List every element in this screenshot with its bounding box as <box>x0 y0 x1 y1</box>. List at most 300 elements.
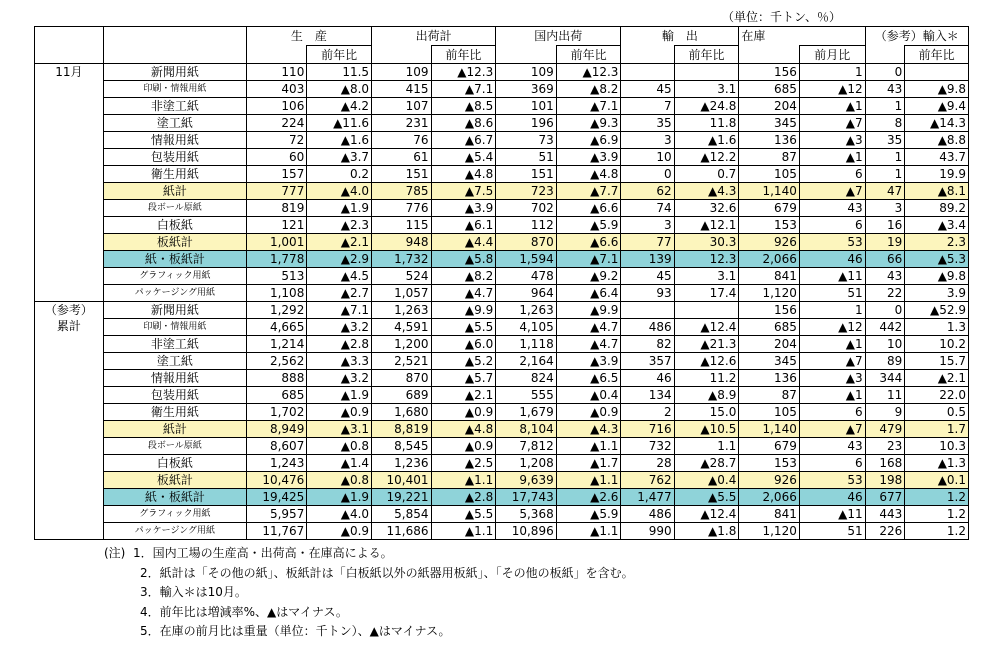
table-cell: ▲2.8 <box>307 336 372 353</box>
table-row <box>35 404 969 421</box>
table-cell: ▲12.3 <box>431 64 496 81</box>
table-cell: ▲6.4 <box>556 285 621 302</box>
table-cell: 9 <box>865 404 905 421</box>
header-blank-item <box>103 27 246 46</box>
table-cell: 89.2 <box>905 200 969 217</box>
table-cell: 22.0 <box>905 387 969 404</box>
table-cell: ▲21.3 <box>674 336 739 353</box>
table-cell: 870 <box>496 234 557 251</box>
paper-statistics-table <box>34 26 969 540</box>
table-cell: 136 <box>739 132 800 149</box>
header-inventory-mom: 前月比 <box>799 46 865 64</box>
table-cell: ▲1.8 <box>674 523 739 540</box>
table-cell: 819 <box>246 200 307 217</box>
table-cell: 23 <box>865 438 905 455</box>
table-row <box>35 251 969 268</box>
table-cell: ▲9.8 <box>905 268 969 285</box>
table-cell: 30.3 <box>674 234 739 251</box>
table-cell: ▲3.4 <box>905 217 969 234</box>
table-cell: 43 <box>799 200 865 217</box>
table-cell: ▲3 <box>799 370 865 387</box>
row-label: 段ボール原紙 <box>103 438 246 455</box>
table-cell: ▲11.6 <box>307 115 372 132</box>
row-label: 段ボール原紙 <box>103 200 246 217</box>
table-cell <box>674 302 739 319</box>
table-cell: ▲4.7 <box>431 285 496 302</box>
note-line: 3．輸入＊は10月。 <box>104 585 247 599</box>
table-cell: ▲2.9 <box>307 251 372 268</box>
table-cell: 19,425 <box>246 489 307 506</box>
table-cell: 109 <box>372 64 431 81</box>
table-row <box>35 200 969 217</box>
table-cell: 66 <box>865 251 905 268</box>
note-line: 2．紙計は「その他の紙」、板紙計は「白板紙以外の紙器用板紙」、「その他の板紙」を含む。 <box>104 565 634 580</box>
row-label: 紙計 <box>103 183 246 200</box>
table-cell: 776 <box>372 200 431 217</box>
table-cell: 12.3 <box>674 251 739 268</box>
table-cell: ▲5.7 <box>431 370 496 387</box>
row-label: 紙・板紙計 <box>103 251 246 268</box>
table-cell: 0.5 <box>905 404 969 421</box>
table-cell: ▲10.5 <box>674 421 739 438</box>
table-cell: 1.1 <box>674 438 739 455</box>
table-cell: ▲4.3 <box>674 183 739 200</box>
table-cell: 841 <box>739 506 800 523</box>
table-row <box>35 302 969 319</box>
table-cell: ▲5.4 <box>431 149 496 166</box>
row-label: 紙計 <box>103 421 246 438</box>
table-cell: ▲6.5 <box>556 370 621 387</box>
table-cell: ▲6.7 <box>431 132 496 149</box>
note-line: 5．在庫の前月比は重量（単位：千トン）、▲はマイナス。 <box>104 624 451 638</box>
table-cell: 679 <box>739 438 800 455</box>
table-cell: 1,118 <box>496 336 557 353</box>
table-cell: ▲5.9 <box>556 217 621 234</box>
table-cell: 5,957 <box>246 506 307 523</box>
table-cell: 1,001 <box>246 234 307 251</box>
period-label-line: 累計 <box>56 319 81 333</box>
row-label: 衛生用紙 <box>103 166 246 183</box>
table-cell: 443 <box>865 506 905 523</box>
table-cell: 224 <box>246 115 307 132</box>
table-cell: 6 <box>799 166 865 183</box>
table-cell: ▲6.6 <box>556 234 621 251</box>
table-cell: ▲1 <box>799 336 865 353</box>
table-row <box>35 217 969 234</box>
header-production-yoy: 前年比 <box>307 46 372 64</box>
header-shipments-yoy: 前年比 <box>431 46 496 64</box>
table-cell: 1,732 <box>372 251 431 268</box>
table-row <box>35 421 969 438</box>
table-cell: ▲7 <box>799 421 865 438</box>
table-cell: 17,743 <box>496 489 557 506</box>
table-cell: ▲8.5 <box>431 98 496 115</box>
table-cell: ▲2.3 <box>307 217 372 234</box>
table-cell: 8,607 <box>246 438 307 455</box>
table-cell: ▲11 <box>799 506 865 523</box>
notes <box>104 544 634 642</box>
header-blank <box>621 46 674 64</box>
table-cell: 46 <box>621 370 674 387</box>
table-cell: 1,108 <box>246 285 307 302</box>
table-cell: 369 <box>496 81 557 98</box>
row-label: 情報用紙 <box>103 132 246 149</box>
table-cell: ▲14.3 <box>905 115 969 132</box>
table-cell: 1,477 <box>621 489 674 506</box>
table-cell: ▲3.2 <box>307 319 372 336</box>
table-cell: ▲1.6 <box>674 132 739 149</box>
period-label <box>35 302 104 540</box>
table-cell: 2,521 <box>372 353 431 370</box>
table-cell: 74 <box>621 200 674 217</box>
table-row <box>35 234 969 251</box>
table-row <box>35 353 969 370</box>
table-cell: ▲3.9 <box>556 149 621 166</box>
table-cell: 45 <box>621 81 674 98</box>
table-cell: 948 <box>372 234 431 251</box>
table-cell: 6 <box>799 404 865 421</box>
table-cell: 77 <box>621 234 674 251</box>
table-cell: 10,401 <box>372 472 431 489</box>
table-cell: 478 <box>496 268 557 285</box>
row-label: 印刷・情報用紙 <box>103 319 246 336</box>
table-cell: ▲0.9 <box>307 404 372 421</box>
row-label: グラフィック用紙 <box>103 268 246 285</box>
table-cell: ▲1.4 <box>307 455 372 472</box>
table-cell: ▲4.8 <box>431 421 496 438</box>
table-cell: ▲4.8 <box>556 166 621 183</box>
header-blank <box>496 46 557 64</box>
table-cell <box>621 302 674 319</box>
table-cell: 1,594 <box>496 251 557 268</box>
table-cell: 10.2 <box>905 336 969 353</box>
table-cell: 345 <box>739 353 800 370</box>
table-cell: 87 <box>739 387 800 404</box>
table-cell: ▲0.9 <box>307 523 372 540</box>
table-cell: 3.9 <box>905 285 969 302</box>
table-cell: 1,057 <box>372 285 431 302</box>
table-cell: ▲4.8 <box>431 166 496 183</box>
row-label: 包装用紙 <box>103 387 246 404</box>
table-cell: 8,545 <box>372 438 431 455</box>
table-cell: 2.3 <box>905 234 969 251</box>
table-cell: ▲1.7 <box>556 455 621 472</box>
table-cell: 513 <box>246 268 307 285</box>
table-cell: ▲0.8 <box>307 438 372 455</box>
table-cell: 1 <box>865 98 905 115</box>
table-cell: ▲5.5 <box>431 506 496 523</box>
table-cell: ▲1.1 <box>556 438 621 455</box>
table-cell: 415 <box>372 81 431 98</box>
table-cell: ▲3.3 <box>307 353 372 370</box>
table-cell: 1,214 <box>246 336 307 353</box>
table-cell <box>621 64 674 81</box>
table-cell: 486 <box>621 506 674 523</box>
table-cell: ▲0.4 <box>556 387 621 404</box>
header-blank-period <box>35 27 104 46</box>
row-label: 塗工紙 <box>103 353 246 370</box>
table-cell <box>674 64 739 81</box>
table-cell: ▲4.5 <box>307 268 372 285</box>
table-cell: 2,066 <box>739 251 800 268</box>
table-cell: 870 <box>372 370 431 387</box>
table-cell: 926 <box>739 472 800 489</box>
table-cell: 157 <box>246 166 307 183</box>
table-cell: ▲5.3 <box>905 251 969 268</box>
table-cell: 3 <box>865 200 905 217</box>
table-cell: ▲3.2 <box>307 370 372 387</box>
table-cell: 1,702 <box>246 404 307 421</box>
row-label: 白板紙 <box>103 217 246 234</box>
table-cell: 51 <box>799 285 865 302</box>
header-exports-yoy: 前年比 <box>674 46 739 64</box>
row-label: 白板紙 <box>103 455 246 472</box>
table-cell: ▲12 <box>799 319 865 336</box>
row-label: 非塗工紙 <box>103 336 246 353</box>
table-cell: 2,164 <box>496 353 557 370</box>
row-label: パッケージング用紙 <box>103 285 246 302</box>
header-domestic-yoy: 前年比 <box>556 46 621 64</box>
table-cell: ▲4.4 <box>431 234 496 251</box>
table-cell: ▲24.8 <box>674 98 739 115</box>
table-cell: 101 <box>496 98 557 115</box>
table-cell: 17.4 <box>674 285 739 302</box>
table-row <box>35 183 969 200</box>
table-cell: 105 <box>739 404 800 421</box>
table-cell: ▲12.6 <box>674 353 739 370</box>
table-cell: 156 <box>739 64 800 81</box>
table-cell: ▲12.4 <box>674 506 739 523</box>
table-cell: ▲9.3 <box>556 115 621 132</box>
table-cell: 1,236 <box>372 455 431 472</box>
header-shipments: 出荷計 <box>372 27 496 46</box>
header-blank <box>372 46 431 64</box>
table-cell: ▲0.8 <box>307 472 372 489</box>
row-label: グラフィック用紙 <box>103 506 246 523</box>
row-label: 非塗工紙 <box>103 98 246 115</box>
table-cell: 685 <box>739 81 800 98</box>
table-cell: 2,562 <box>246 353 307 370</box>
header-imports-yoy: 前年比 <box>905 46 969 64</box>
table-cell: ▲8.2 <box>431 268 496 285</box>
row-label: 塗工紙 <box>103 115 246 132</box>
table-cell: 0.7 <box>674 166 739 183</box>
table-cell: 151 <box>496 166 557 183</box>
table-cell: ▲3.7 <box>307 149 372 166</box>
table-cell: 11,686 <box>372 523 431 540</box>
row-label: 新聞用紙 <box>103 64 246 81</box>
row-label: 情報用紙 <box>103 370 246 387</box>
table-cell: 1.7 <box>905 421 969 438</box>
table-row <box>35 132 969 149</box>
header-blank-item-2 <box>103 46 246 64</box>
table-cell: ▲6.6 <box>556 200 621 217</box>
table-cell: 1,140 <box>739 183 800 200</box>
table-cell: ▲4.7 <box>556 336 621 353</box>
table-cell: 345 <box>739 115 800 132</box>
table-cell: 43.7 <box>905 149 969 166</box>
row-label: 衛生用紙 <box>103 404 246 421</box>
period-label-line: 11月 <box>55 65 83 79</box>
table-cell: ▲7 <box>799 353 865 370</box>
table-cell: 8 <box>865 115 905 132</box>
table-cell: ▲7.1 <box>556 98 621 115</box>
table-cell: 168 <box>865 455 905 472</box>
table-row <box>35 268 969 285</box>
table-cell: 777 <box>246 183 307 200</box>
table-cell: 11,767 <box>246 523 307 540</box>
table-cell: 403 <box>246 81 307 98</box>
table-cell: ▲7.1 <box>431 81 496 98</box>
table-cell: 43 <box>799 438 865 455</box>
table-row <box>35 81 969 98</box>
table-cell: ▲9.4 <box>905 98 969 115</box>
table-cell: 136 <box>739 370 800 387</box>
table-row <box>35 166 969 183</box>
note-line: (注) 1．国内工場の生産高・出荷高・在庫高による。 <box>104 546 393 560</box>
period-label-line: （参考） <box>44 303 93 317</box>
table-cell: 60 <box>246 149 307 166</box>
table-cell: 87 <box>739 149 800 166</box>
table-cell: ▲3.9 <box>556 353 621 370</box>
table-cell: ▲0.4 <box>674 472 739 489</box>
table-cell: 1,292 <box>246 302 307 319</box>
header-row-2 <box>35 46 969 64</box>
table-cell: 716 <box>621 421 674 438</box>
table-row <box>35 319 969 336</box>
table-cell: 785 <box>372 183 431 200</box>
table-cell: 109 <box>496 64 557 81</box>
table-cell: 11.2 <box>674 370 739 387</box>
table-cell: 6 <box>799 217 865 234</box>
table-cell: 11.5 <box>307 64 372 81</box>
table-cell: 685 <box>739 319 800 336</box>
table-cell: 1,140 <box>739 421 800 438</box>
table-cell: 226 <box>865 523 905 540</box>
table-cell: 1 <box>865 149 905 166</box>
table-cell: 677 <box>865 489 905 506</box>
table-cell: 106 <box>246 98 307 115</box>
row-label: 紙・板紙計 <box>103 489 246 506</box>
table-cell: 107 <box>372 98 431 115</box>
table-cell: ▲12 <box>799 81 865 98</box>
table-cell: ▲1 <box>799 98 865 115</box>
table-cell: 35 <box>621 115 674 132</box>
table-cell: 3 <box>621 217 674 234</box>
table-cell: ▲4.3 <box>556 421 621 438</box>
table-cell: 1 <box>799 302 865 319</box>
table-cell: 89 <box>865 353 905 370</box>
table-cell: 4,105 <box>496 319 557 336</box>
table-cell: 82 <box>621 336 674 353</box>
table-cell: 0.2 <box>307 166 372 183</box>
table-cell: 841 <box>739 268 800 285</box>
table-cell: 204 <box>739 336 800 353</box>
table-cell: ▲9.9 <box>431 302 496 319</box>
table-cell: 61 <box>372 149 431 166</box>
table-cell: 3.1 <box>674 268 739 285</box>
table-cell: ▲52.9 <box>905 302 969 319</box>
table-cell: 8,949 <box>246 421 307 438</box>
table-row <box>35 506 969 523</box>
table-cell: ▲5.8 <box>431 251 496 268</box>
note-line: 4．前年比は増減率%、▲はマイナス。 <box>104 604 348 619</box>
header-exports: 輸 出 <box>621 27 739 46</box>
period-label <box>35 64 104 302</box>
table-cell: ▲3 <box>799 132 865 149</box>
table-cell: ▲8.6 <box>431 115 496 132</box>
table-cell <box>905 64 969 81</box>
table-cell: 32.6 <box>674 200 739 217</box>
table-cell: ▲9.8 <box>905 81 969 98</box>
table-cell: 16 <box>865 217 905 234</box>
table-cell: 702 <box>496 200 557 217</box>
table-cell: 72 <box>246 132 307 149</box>
table-cell: 2,066 <box>739 489 800 506</box>
table-cell: 53 <box>799 472 865 489</box>
table-cell: 5,368 <box>496 506 557 523</box>
table-cell: ▲0.9 <box>556 404 621 421</box>
table-cell: ▲1.9 <box>307 489 372 506</box>
table-cell: 28 <box>621 455 674 472</box>
row-label: 包装用紙 <box>103 149 246 166</box>
table-cell: ▲6.0 <box>431 336 496 353</box>
table-cell: 22 <box>865 285 905 302</box>
table-cell: 1,120 <box>739 285 800 302</box>
row-label: 新聞用紙 <box>103 302 246 319</box>
table-cell: 824 <box>496 370 557 387</box>
header-domestic: 国内出荷 <box>496 27 621 46</box>
table-cell: 46 <box>799 489 865 506</box>
table-cell: ▲2.7 <box>307 285 372 302</box>
table-cell: ▲2.1 <box>307 234 372 251</box>
table-cell: 156 <box>739 302 800 319</box>
table-cell: 1,263 <box>372 302 431 319</box>
table-cell: ▲7.5 <box>431 183 496 200</box>
table-cell: 5,854 <box>372 506 431 523</box>
table-row <box>35 336 969 353</box>
table-cell: 1.2 <box>905 506 969 523</box>
table-cell: 10,476 <box>246 472 307 489</box>
table-row <box>35 472 969 489</box>
table-cell: ▲11 <box>799 268 865 285</box>
table-cell: 45 <box>621 268 674 285</box>
table-cell: 73 <box>496 132 557 149</box>
table-cell: 555 <box>496 387 557 404</box>
table-cell: 3.1 <box>674 81 739 98</box>
table-cell: ▲4.0 <box>307 506 372 523</box>
table-cell: 10 <box>865 336 905 353</box>
table-cell: 479 <box>865 421 905 438</box>
table-cell: 1,679 <box>496 404 557 421</box>
table-cell: 51 <box>496 149 557 166</box>
row-label: 板紙計 <box>103 472 246 489</box>
table-cell: 3 <box>621 132 674 149</box>
table-cell: ▲1.6 <box>307 132 372 149</box>
table-cell: 1,243 <box>246 455 307 472</box>
table-cell: ▲0.1 <box>905 472 969 489</box>
table-cell: ▲5.5 <box>431 319 496 336</box>
row-label: 板紙計 <box>103 234 246 251</box>
table-cell: ▲0.9 <box>431 404 496 421</box>
table-row <box>35 523 969 540</box>
table-row <box>35 149 969 166</box>
table-cell: 47 <box>865 183 905 200</box>
table-cell: ▲2.8 <box>431 489 496 506</box>
table-cell: 357 <box>621 353 674 370</box>
row-label: 印刷・情報用紙 <box>103 81 246 98</box>
header-blank <box>739 46 800 64</box>
